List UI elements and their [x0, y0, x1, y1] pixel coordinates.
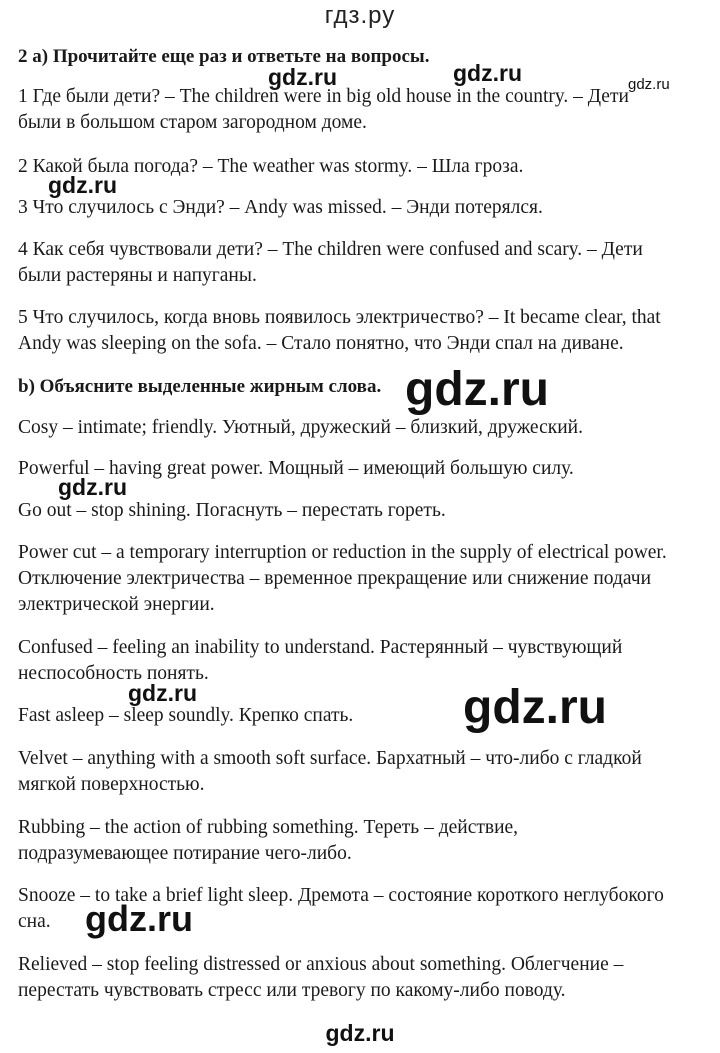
entry-rubbing-line-2: подразумевающее потирание чего-либо. — [18, 843, 352, 864]
entry-power-cut-line-3: электрической энергии. — [18, 594, 215, 615]
site-footer: gdz.ru — [325, 1020, 395, 1046]
watermark: gdz.ru — [463, 681, 607, 734]
entry-relieved-line-1: Relieved – stop feeling distressed or anxious about something. Облегчение – — [18, 954, 624, 975]
watermark: gdz.ru — [268, 64, 337, 90]
section-a-heading: 2 a) Прочитайте еще раз и ответьте на вопросы. — [18, 46, 430, 67]
entry-snooze-line-2: сна. — [18, 911, 51, 932]
section-b-heading: b) Объясните выделенные жирным слова. — [18, 376, 382, 397]
entry-power-cut-line-2: Отключение электричества – временное прекращение или снижение подачи — [18, 568, 652, 589]
answer-1-line-2: были в большом старом загородном доме. — [18, 112, 367, 133]
watermark: gdz.ru — [48, 172, 117, 198]
entry-velvet-line-1: Velvet – anything with a smooth soft surface. Бархатный – что-либо с гладкой — [18, 748, 642, 769]
answer-4-line-1: 4 Как себя чувствовали дети? – The children were confused and scary. – Дети — [18, 239, 643, 260]
entry-snooze-line-1: Snooze – to take a brief light sleep. Дремота – состояние короткого неглубокого — [18, 885, 664, 906]
watermark: gdz.ru — [453, 60, 522, 86]
entry-go-out: Go out – stop shining. Погаснуть – перестать гореть. — [18, 500, 446, 521]
watermark: gdz.ru — [628, 76, 670, 93]
entry-confused-line-1: Confused – feeling an inability to understand. Растерянный – чувствующий — [18, 637, 623, 658]
watermark: gdz.ru — [128, 680, 197, 706]
entry-rubbing-line-1: Rubbing – the action of rubbing something. Тереть – действие, — [18, 817, 519, 838]
answer-3-line-1: 3 Что случилось с Энди? – Andy was missed. – Энди потерялся. — [18, 197, 543, 218]
entry-cosy: Cosy – intimate; friendly. Уютный, дружеский – близкий, дружеский. — [18, 417, 583, 438]
answer-5-line-1: 5 Что случилось, когда вновь появилось электричество? – It became clear, that — [18, 307, 661, 328]
answer-1-line-1: 1 Где были дети? – The children were in big old house in the country. – Дети — [18, 86, 629, 107]
watermark: gdz.ru — [58, 474, 127, 500]
entry-confused-line-2: неспособность понять. — [18, 663, 209, 684]
answer-5-line-2: Andy was sleeping on the sofa. – Стало понятно, что Энди спал на диване. — [18, 333, 624, 354]
watermark: gdz.ru — [85, 898, 193, 939]
entry-power-cut-line-1: Power cut – a temporary interruption or reduction in the supply of electrical power. — [18, 542, 667, 563]
entry-velvet-line-2: мягкой поверхностью. — [18, 774, 205, 795]
watermark: gdz.ru — [405, 363, 549, 416]
entry-powerful: Powerful – having great power. Мощный – имеющий большую силу. — [18, 458, 574, 479]
entry-fast-asleep: Fast asleep – sleep soundly. Крепко спать. — [18, 705, 354, 726]
answer-4-line-2: были растеряны и напуганы. — [18, 265, 257, 286]
site-header: гдз.ру — [324, 2, 396, 29]
answer-2-line-1: 2 Какой была погода? – The weather was stormy. – Шла гроза. — [18, 156, 524, 177]
entry-relieved-line-2: перестать чувствовать стресс или тревогу по какому-либо поводу. — [18, 980, 566, 1001]
